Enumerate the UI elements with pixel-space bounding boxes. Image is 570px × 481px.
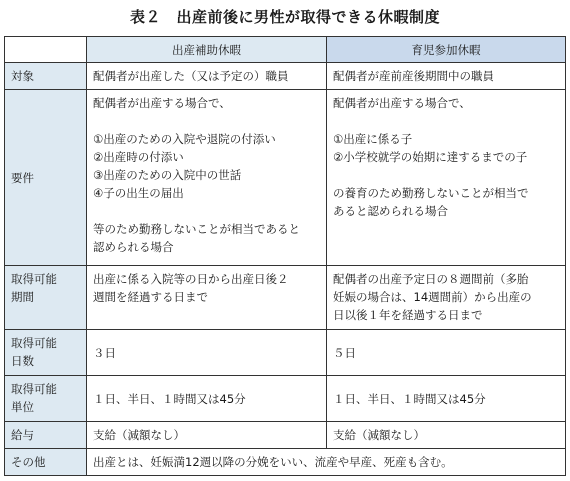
req2-item: ①出産に係る子: [333, 132, 413, 146]
header-birth-assist-leave: 出産補助休暇: [87, 37, 327, 63]
salary-col1: 支給（減額なし）: [87, 422, 327, 449]
requirements-col2: [327, 90, 566, 266]
req1-item: ①出産のための入院や退院の付添い: [93, 132, 276, 146]
requirements-col1: [87, 90, 327, 266]
row-label-unit: 取得可能 単位: [5, 376, 87, 422]
unit-col1: １日、半日、１時間又は45分: [87, 376, 327, 422]
req1-intro: 配偶者が出産する場合で、: [93, 96, 231, 110]
salary-col2: 支給（減額なし）: [327, 422, 566, 449]
other-text: 出産とは、妊娠満12週以降の分娩をいい、流産や早産、死産も含む。: [87, 449, 566, 476]
leave-table: [4, 36, 566, 476]
req2-item: ②小学校就学の始期に達するまでの子: [333, 150, 528, 164]
days-col2: ５日: [327, 330, 566, 376]
req2-note: あると認められる場合: [333, 204, 448, 218]
table-row-unit: [5, 376, 566, 422]
table-row-other: [5, 449, 566, 476]
req2-intro: 配偶者が出産する場合で、: [333, 96, 471, 110]
table-row-days: [5, 330, 566, 376]
header-childcare-leave: 育児参加休暇: [327, 37, 566, 63]
table-row-target: [5, 63, 566, 90]
target-col2: 配偶者が産前産後期間中の職員: [327, 63, 566, 90]
row-label-requirements: 要件: [5, 90, 87, 266]
table-row-salary: [5, 422, 566, 449]
row-label-target: 対象: [5, 63, 87, 90]
table-row-period: [5, 266, 566, 330]
req2-note: の養育のため勤務しないことが相当で: [333, 186, 529, 200]
req1-item: ④子の出生の届出: [93, 186, 184, 200]
req1-note: 等のため勤務しないことが相当であると: [93, 222, 300, 236]
days-col1: ３日: [87, 330, 327, 376]
row-label-salary: 給与: [5, 422, 87, 449]
req1-item: ③出産のための入院中の世話: [93, 168, 242, 182]
header-corner: [5, 37, 87, 63]
row-label-period: 取得可能 期間: [5, 266, 87, 330]
req1-note: 認められる場合: [93, 240, 174, 254]
period-col2: 配偶者の出産予定日の８週間前（多胎 妊娠の場合は、14週間前）から出産の 日以後１年を経過する日まで: [327, 266, 566, 330]
req1-item: ②出産時の付添い: [93, 150, 184, 164]
period-col1: 出産に係る入院等の日から出産日後２ 週間を経過する日まで: [87, 266, 327, 330]
row-label-other: その他: [5, 449, 87, 476]
table-row-requirements: [5, 90, 566, 266]
header-row: [5, 37, 566, 63]
target-col1: 配偶者が出産した（又は予定の）職員: [87, 63, 327, 90]
page-title: 表２ 出産前後に男性が取得できる休暇制度: [129, 8, 440, 26]
unit-col2: １日、半日、１時間又は45分: [327, 376, 566, 422]
row-label-days: 取得可能 日数: [5, 330, 87, 376]
